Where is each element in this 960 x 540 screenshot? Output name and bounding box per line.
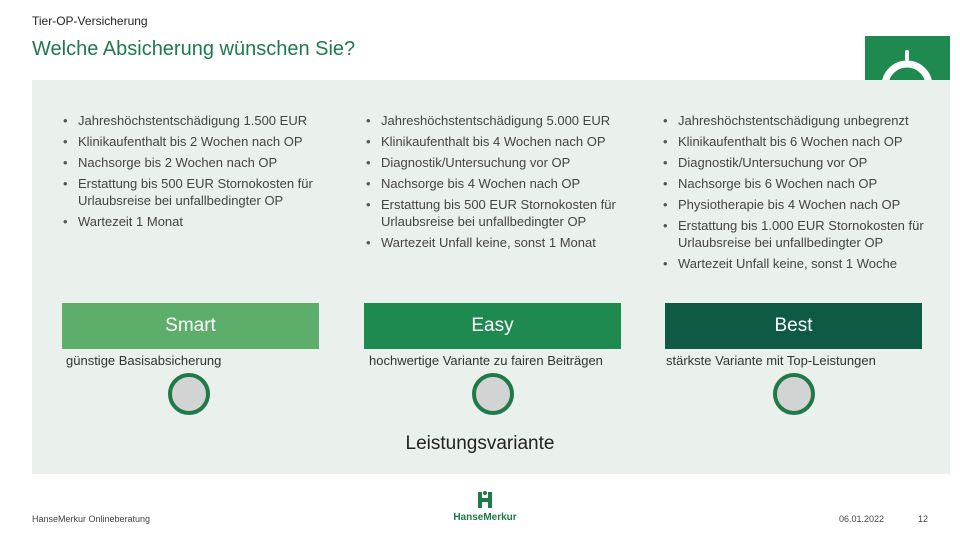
- smart-plan-button[interactable]: Smart: [62, 303, 319, 349]
- smart-feature-list: [60, 112, 350, 234]
- feature-item: • Nachsorge bis 2 Wochen nach OP: [60, 154, 350, 171]
- feature-item: • Klinikaufenthalt bis 2 Wochen nach OP: [60, 133, 350, 150]
- footer-company: HanseMerkur Onlineberatung: [32, 514, 151, 524]
- easy-plan-button[interactable]: Easy: [364, 303, 621, 349]
- footer-date: 06.01.2022: [839, 514, 885, 524]
- feature-item: • Jahreshöchstentschädigung 1.500 EUR: [60, 112, 350, 129]
- best-plan-button[interactable]: Best: [665, 303, 922, 349]
- footer-logo-text: HanseMerkur: [453, 512, 517, 523]
- feature-item: • Klinikaufenthalt bis 6 Wochen nach OP: [660, 133, 950, 150]
- hansemerkur-logo-icon: [475, 490, 495, 510]
- best-plan-description: stärkste Variante mit Top-Leistungen: [666, 353, 876, 368]
- feature-item: • Diagnostik/Untersuchung vor OP: [660, 154, 950, 171]
- variant-label: Leistungsvariante: [405, 433, 555, 454]
- feature-item: • Wartezeit 1 Monat: [60, 213, 350, 230]
- feature-item: • Nachsorge bis 6 Wochen nach OP: [660, 175, 950, 192]
- feature-item: • Jahreshöchstentschädigung unbegrenzt: [660, 112, 950, 129]
- feature-item: • Physiotherapie bis 4 Wochen nach OP: [660, 196, 950, 213]
- feature-item: • Erstattung bis 500 EUR Stornokosten für Urlaubsreise bei unfallbedingter OP: [60, 175, 350, 209]
- footer-logo: [440, 490, 530, 526]
- feature-item: • Jahreshöchstentschädigung 5.000 EUR: [363, 112, 653, 129]
- easy-plan-radio[interactable]: [472, 373, 514, 415]
- easy-plan-description: hochwertige Variante zu fairen Beiträgen: [369, 353, 603, 368]
- easy-feature-list: [363, 112, 653, 255]
- feature-item: • Diagnostik/Untersuchung vor OP: [363, 154, 653, 171]
- smart-plan-description: günstige Basisabsicherung: [66, 353, 222, 368]
- best-feature-list: [660, 112, 950, 276]
- feature-item: • Erstattung bis 500 EUR Stornokosten für Urlaubsreise bei unfallbedingter OP: [363, 196, 653, 230]
- smart-plan-radio[interactable]: [168, 373, 210, 415]
- feature-item: • Wartezeit Unfall keine, sonst 1 Monat: [363, 234, 653, 251]
- feature-item: • Nachsorge bis 4 Wochen nach OP: [363, 175, 653, 192]
- page-title: Welche Absicherung wünschen Sie?: [32, 38, 356, 60]
- breadcrumb: Tier-OP-Versicherung: [32, 14, 148, 28]
- footer-page-number: 12: [918, 514, 929, 524]
- best-plan-radio[interactable]: [773, 373, 815, 415]
- feature-item: • Klinikaufenthalt bis 4 Wochen nach OP: [363, 133, 653, 150]
- feature-item: • Wartezeit Unfall keine, sonst 1 Woche: [660, 255, 950, 272]
- feature-item: • Erstattung bis 1.000 EUR Stornokosten für Urlaubsreise bei unfallbedingter OP: [660, 217, 950, 251]
